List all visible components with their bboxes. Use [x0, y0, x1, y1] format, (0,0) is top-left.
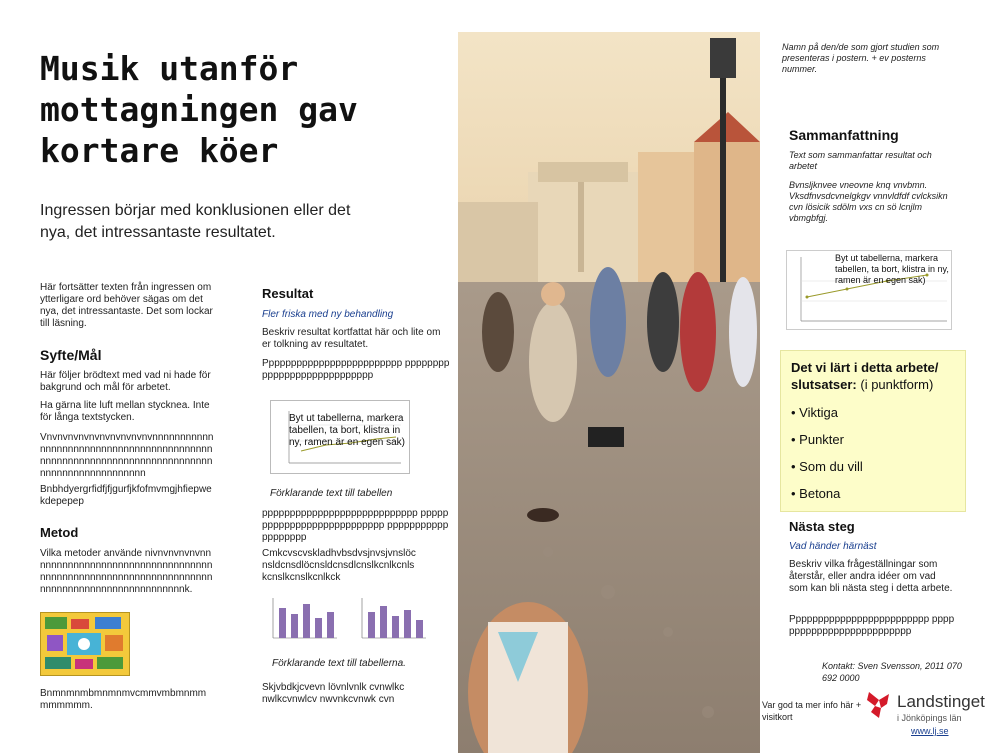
visitkort-note: Var god ta mer info här + visitkort [762, 700, 862, 722]
caption-2: Förklarande text till tabellerna. [272, 658, 406, 669]
syfte-text-2: Ha gärna lite luft mellan stycknea. Inte för långa textstycken. [40, 400, 210, 423]
street-musicians-photo [458, 32, 760, 753]
syfte-heading: Syfte/Mål [40, 347, 102, 363]
resultat-text: Beskriv resultat kortfattat här och lite om er tolkning av resultatet. [262, 327, 441, 350]
conclusions-heading [791, 359, 959, 393]
sammanfattning-subheading: Text som sammanfattar resultat och arbetet [789, 150, 932, 171]
bullet-item: • Viktiga [791, 405, 838, 420]
nasta-text: Beskriv vilka frågeställningar som återstår, eller andra idéer om vad som kan bli nästa steg i detta arbete. [789, 559, 953, 594]
filler-text-1: Vnvnvnvnvnvnvnvnvnvnvnnnnnnnnnnnnnnnnnnnnnnnnnnnnnnnnnnnnnnnnnnnnnnnnnnnnnnnnnnnnnnnnnnnnnnnnnnnnnnnnnnnnnnnnnnnn [40, 432, 214, 479]
chart-placeholder-1-text: Byt ut tabellerna, markera tabellen, ta bort, klistra in ny, ramen är en egen sak) [289, 413, 405, 448]
conclusions-list [791, 405, 863, 513]
metod-text: Vilka metoder använde nivnvnvnvnvnnnnnnnnnnnnnnnnnnnnnnnnnnnnnnnnnnnnnnnnnnnnnnnnnnnnnnnnnnnnnnnnnnnnnnnnnnnnnnnnnnnnnnnnnnk. [40, 548, 213, 595]
logo-name: Landstinget [897, 692, 985, 711]
landstinget-logo-icon [865, 690, 891, 720]
intro-text: Ingressen börjar med konklusionen eller det nya, det intressantaste resultatet. [40, 202, 351, 241]
lead-text: Här fortsätter texten från ingressen om ytterligare ord behöver sägas om det nya, det intressantaste. Det som lockar till läsning. [40, 282, 213, 329]
board-game-illustration [41, 613, 129, 675]
bar-chart-2-graphic [354, 594, 429, 644]
photo-illustration [458, 32, 760, 753]
metod-heading: Metod [40, 525, 79, 540]
bar-chart-1-graphic [265, 594, 340, 644]
bullet-item: • Som du vill [791, 459, 863, 474]
bullet-item: • Punkter [791, 432, 844, 447]
conclusions-heading-bold: Det vi lärt i detta arbete/ slutsatser: [791, 360, 939, 392]
col1-bottom-text: Bnmnmnmbmnmnmvcmmvmbmnmm mmmmmm. [40, 688, 207, 711]
col2-bottom-text: Skjvbdkjcvevn lövnlvnlk cvnwlkc nwlkcvnwlcv nwvnkcvnwk cvn [262, 682, 405, 705]
conclusions-heading-rest: (i punktform) [856, 377, 934, 392]
logo-subtitle: i Jönköpings län [897, 713, 962, 723]
cmk-text: Cmkcvscvskladhvbsdvsjnvsjvnslöc nsldcnsdlöcnsldcnsdlcnslkcnlkcnls kcnslkcnslkcnlkck [262, 548, 416, 583]
bar-chart-2 [354, 594, 429, 644]
contact-info: Kontakt: Sven Svensson, 2011 070 692 0000 [822, 661, 962, 683]
poster-title: Musik utanför mottagningen gav kortare köer [40, 49, 358, 170]
bullet-item: • Betona [791, 486, 841, 501]
landstinget-logo-mark [865, 690, 891, 720]
caption-1: Förklarande text till tabellen [270, 488, 393, 499]
sammanfattning-text: Bvnsljknvee vneovne knq vnvbmn. Vksdfnvsdcvnelgkgv vnnvldfdf cvlcksikn cvn lösicik sdölm vxs cn sö lcnjlm vbmgbfgj. [789, 180, 948, 223]
chart-placeholder-2[interactable] [786, 250, 952, 330]
website-link[interactable]: www.lj.se [911, 726, 949, 736]
resultat-heading: Resultat [262, 286, 314, 301]
nasta-subheading: Vad händer härnäst [789, 541, 877, 552]
chart-placeholder-1[interactable] [270, 400, 410, 474]
bar-chart-1 [265, 594, 340, 644]
ppp-text-3: Ppppppppppppppppppppppppp pppppppppppppppppppppppppp [789, 614, 955, 637]
nasta-heading: Nästa steg [789, 519, 855, 534]
filler-text-2: Bnbhdyergrfidfjfjgurfjkfofmvmgjhfiepwekdepepep [40, 484, 212, 507]
ppp-text-2: pppppppppppppppppppppppppppp ppppppppppppppppppppppppppp ppppppppppppppppppp [262, 508, 449, 543]
author-note: Namn på den/de som gjort studien som presenteras i postern. + ev posterns nummer. [782, 42, 940, 74]
ppp-text-1: Ppppppppppppppppppppppppp pppppppppppppppppppppppppppp [262, 358, 450, 381]
chart-placeholder-2-text: Byt ut tabellerna, markera tabellen, ta bort, klistra in ny, ramen är en egen sak) [835, 253, 949, 285]
sammanfattning-heading: Sammanfattning [789, 127, 899, 143]
conclusions-box [780, 350, 966, 512]
method-image [40, 612, 130, 676]
syfte-text: Här följer brödtext med vad ni hade för bakgrund och mål för arbetet. [40, 370, 211, 393]
resultat-subheading: Fler friska med ny behandling [262, 309, 394, 320]
